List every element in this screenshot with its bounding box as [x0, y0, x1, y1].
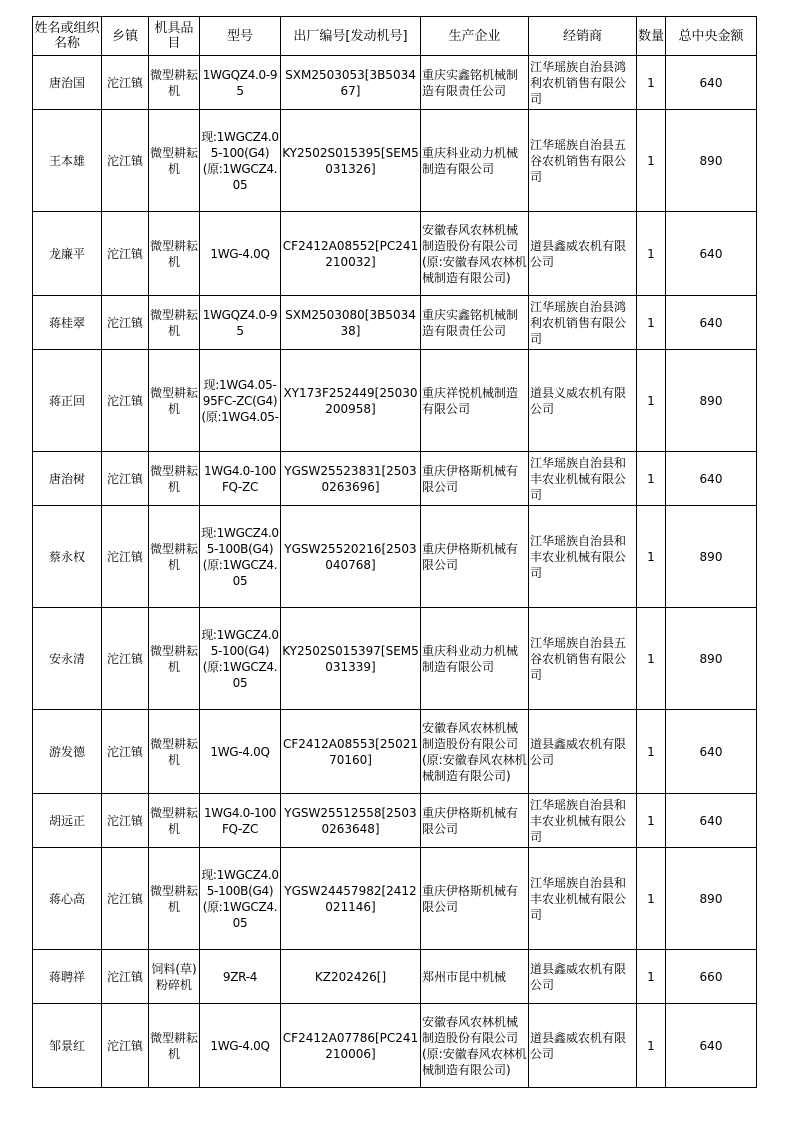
- cell-dealer-text: 道县鑫威农机有限公司: [530, 1030, 627, 1061]
- cell-name-text: 唐治树: [48, 471, 85, 486]
- cell-dealer-text: 江华瑶族自治县和丰农业机械有限公司: [530, 455, 627, 502]
- cell-model-text: 现:1WGCZ4.05-100B(G4)(原:1WGCZ4.05: [201, 867, 279, 930]
- cell-qty-text: 1: [647, 153, 655, 168]
- cell-type: [149, 950, 200, 1004]
- cell-dealer: [529, 212, 637, 296]
- header-row: [33, 17, 757, 56]
- cell-amount: [666, 56, 757, 110]
- cell-serial: [281, 710, 421, 794]
- cell-dealer-text: 道县义威农机有限公司: [530, 385, 627, 416]
- cell-maker: [421, 296, 529, 350]
- cell-model-text: 1WG4.0-100FQ-ZC: [203, 805, 277, 836]
- table-row: [33, 506, 757, 608]
- cell-type-text: 微型耕耘机: [150, 67, 198, 98]
- cell-model-text: 现:1WG4.05-95FC-ZC(G4)(原:1WG4.05-: [201, 377, 279, 424]
- cell-model: [200, 794, 281, 848]
- cell-town: [102, 608, 149, 710]
- cell-name-text: 游发德: [48, 744, 85, 759]
- cell-qty-text: 1: [647, 651, 655, 666]
- cell-maker: [421, 608, 529, 710]
- cell-qty: [637, 506, 666, 608]
- cell-amount-text: 890: [699, 891, 723, 906]
- cell-model-text: 1WG-4.0Q: [210, 246, 270, 261]
- cell-serial: [281, 56, 421, 110]
- table-row: [33, 710, 757, 794]
- cell-amount: [666, 950, 757, 1004]
- cell-name: [33, 848, 102, 950]
- cell-amount: [666, 506, 757, 608]
- cell-serial-text: YGSW25520216[2503040768]: [284, 541, 417, 572]
- cell-qty-text: 1: [647, 1038, 655, 1053]
- cell-serial-text: SXM2503080[3B503438]: [285, 307, 416, 338]
- cell-dealer: [529, 110, 637, 212]
- cell-type-text: 微型耕耘机: [150, 385, 198, 416]
- cell-model-text: 1WG-4.0Q: [210, 744, 270, 759]
- cell-serial: [281, 794, 421, 848]
- cell-qty-text: 1: [647, 969, 655, 984]
- header-amount: 总中央金额: [666, 17, 757, 56]
- cell-maker-text: 安徽春风农林机械制造股份有限公司(原:安徽春风农林机械制造有限公司): [422, 222, 527, 285]
- cell-name: [33, 710, 102, 794]
- cell-type: [149, 110, 200, 212]
- header-type: 机具品目: [149, 17, 200, 56]
- cell-type: [149, 608, 200, 710]
- cell-serial-text: KY2502S015395[SEM5031326]: [282, 145, 419, 176]
- cell-dealer: [529, 950, 637, 1004]
- cell-town-text: 沱江镇: [106, 651, 143, 666]
- cell-model-text: 1WG-4.0Q: [210, 1038, 270, 1053]
- cell-maker: [421, 506, 529, 608]
- cell-name: [33, 212, 102, 296]
- cell-model-text: 现:1WGCZ4.05-100B(G4)(原:1WGCZ4.05: [201, 525, 279, 588]
- header-serial: 出厂编号[发动机号]: [281, 17, 421, 56]
- cell-name-text: 龙廉平: [48, 246, 85, 261]
- cell-name: [33, 350, 102, 452]
- table-row: [33, 794, 757, 848]
- cell-town-text: 沱江镇: [106, 153, 143, 168]
- cell-town: [102, 506, 149, 608]
- table-row: [33, 110, 757, 212]
- cell-name-text: 蒋聘祥: [48, 969, 85, 984]
- cell-serial-text: CF2412A08552[PC241210032]: [282, 238, 419, 269]
- cell-model: [200, 350, 281, 452]
- cell-model: [200, 506, 281, 608]
- cell-name: [33, 296, 102, 350]
- cell-town-text: 沱江镇: [106, 744, 143, 759]
- cell-qty: [637, 794, 666, 848]
- cell-qty: [637, 350, 666, 452]
- cell-model: [200, 110, 281, 212]
- cell-amount-text: 640: [699, 471, 723, 486]
- cell-town-text: 沱江镇: [106, 471, 143, 486]
- cell-qty: [637, 1004, 666, 1088]
- cell-maker: [421, 950, 529, 1004]
- cell-qty-text: 1: [647, 393, 655, 408]
- cell-type-text: 微型耕耘机: [150, 805, 198, 836]
- cell-name: [33, 950, 102, 1004]
- cell-model-text: 1WGQZ4.0-95: [202, 67, 278, 98]
- cell-model-text: 1WG4.0-100FQ-ZC: [203, 463, 277, 494]
- cell-type: [149, 452, 200, 506]
- cell-qty-text: 1: [647, 315, 655, 330]
- cell-town: [102, 212, 149, 296]
- cell-maker: [421, 1004, 529, 1088]
- cell-town: [102, 1004, 149, 1088]
- cell-name-text: 王本雄: [48, 153, 85, 168]
- header-qty: 数量: [637, 17, 666, 56]
- cell-town: [102, 296, 149, 350]
- cell-qty: [637, 608, 666, 710]
- cell-model: [200, 212, 281, 296]
- cell-type-text: 微型耕耘机: [150, 145, 198, 176]
- cell-town-text: 沱江镇: [106, 1038, 143, 1053]
- cell-town-text: 沱江镇: [106, 813, 143, 828]
- cell-amount-text: 640: [699, 315, 723, 330]
- cell-amount: [666, 110, 757, 212]
- cell-serial-text: YGSW25523831[25030263696]: [284, 463, 417, 494]
- cell-model: [200, 950, 281, 1004]
- header-model: 型号: [200, 17, 281, 56]
- cell-qty-text: 1: [647, 891, 655, 906]
- cell-type-text: 饲料(草)粉碎机: [151, 961, 197, 992]
- cell-type: [149, 1004, 200, 1088]
- cell-serial-text: CF2412A07786[PC241210006]: [282, 1030, 419, 1061]
- cell-type-text: 微型耕耘机: [150, 463, 198, 494]
- cell-amount-text: 890: [699, 651, 723, 666]
- cell-type: [149, 848, 200, 950]
- cell-amount-text: 640: [699, 75, 723, 90]
- cell-maker-text: 重庆伊格斯机械有限公司: [422, 463, 519, 494]
- cell-name: [33, 110, 102, 212]
- cell-name-text: 胡远正: [48, 813, 85, 828]
- cell-serial-text: CF2412A08553[2502170160]: [282, 736, 419, 767]
- cell-maker: [421, 710, 529, 794]
- cell-maker: [421, 848, 529, 950]
- cell-town-text: 沱江镇: [106, 969, 143, 984]
- cell-model: [200, 452, 281, 506]
- cell-dealer-text: 江华瑶族自治县和丰农业机械有限公司: [530, 875, 627, 922]
- cell-type: [149, 794, 200, 848]
- cell-amount-text: 890: [699, 549, 723, 564]
- cell-model: [200, 848, 281, 950]
- cell-town: [102, 794, 149, 848]
- cell-town-text: 沱江镇: [106, 393, 143, 408]
- header-dealer: 经销商: [529, 17, 637, 56]
- cell-amount: [666, 1004, 757, 1088]
- cell-dealer-text: 江华瑶族自治县鸿利农机销售有限公司: [530, 299, 627, 346]
- cell-maker-text: 安徽春风农林机械制造股份有限公司(原:安徽春风农林机械制造有限公司): [422, 1014, 527, 1077]
- cell-town: [102, 452, 149, 506]
- cell-name: [33, 608, 102, 710]
- cell-town: [102, 848, 149, 950]
- table-row: [33, 350, 757, 452]
- cell-type: [149, 710, 200, 794]
- cell-amount: [666, 710, 757, 794]
- cell-qty: [637, 950, 666, 1004]
- table-row: [33, 848, 757, 950]
- cell-name-text: 蒋心高: [48, 891, 85, 906]
- header-town: 乡镇: [102, 17, 149, 56]
- cell-name: [33, 56, 102, 110]
- cell-amount-text: 640: [699, 744, 723, 759]
- table-body: [33, 56, 757, 1088]
- cell-model-text: 1WGQZ4.0-95: [202, 307, 278, 338]
- cell-amount: [666, 452, 757, 506]
- cell-maker-text: 安徽春风农林机械制造股份有限公司(原:安徽春风农林机械制造有限公司): [422, 720, 527, 783]
- cell-dealer-text: 道县鑫威农机有限公司: [530, 961, 627, 992]
- cell-qty: [637, 296, 666, 350]
- table-row: [33, 452, 757, 506]
- cell-dealer-text: 道县鑫威农机有限公司: [530, 238, 627, 269]
- cell-qty: [637, 848, 666, 950]
- cell-name-text: 安永清: [48, 651, 85, 666]
- cell-amount-text: 640: [699, 813, 723, 828]
- cell-amount: [666, 848, 757, 950]
- cell-qty-text: 1: [647, 75, 655, 90]
- cell-dealer-text: 江华瑶族自治县鸿利农机销售有限公司: [530, 59, 627, 106]
- cell-type-text: 微型耕耘机: [150, 736, 198, 767]
- cell-amount-text: 890: [699, 153, 723, 168]
- header-name: 姓名或组织名称: [33, 17, 102, 56]
- cell-dealer: [529, 848, 637, 950]
- cell-town-text: 沱江镇: [106, 315, 143, 330]
- cell-maker-text: 重庆祥悦机械制造有限公司: [422, 385, 519, 416]
- cell-model: [200, 608, 281, 710]
- cell-name-text: 唐治国: [48, 75, 85, 90]
- table-row: [33, 608, 757, 710]
- cell-qty-text: 1: [647, 246, 655, 261]
- cell-model: [200, 296, 281, 350]
- cell-type-text: 微型耕耘机: [150, 541, 198, 572]
- cell-town-text: 沱江镇: [106, 891, 143, 906]
- cell-maker: [421, 56, 529, 110]
- cell-type: [149, 56, 200, 110]
- table-row: [33, 950, 757, 1004]
- cell-serial: [281, 950, 421, 1004]
- cell-type: [149, 296, 200, 350]
- cell-model: [200, 56, 281, 110]
- cell-dealer: [529, 794, 637, 848]
- cell-dealer-text: 江华瑶族自治县五谷农机销售有限公司: [530, 137, 627, 184]
- cell-serial: [281, 848, 421, 950]
- header-maker: 生产企业: [421, 17, 529, 56]
- cell-dealer: [529, 506, 637, 608]
- cell-qty: [637, 212, 666, 296]
- cell-amount-text: 640: [699, 1038, 723, 1053]
- cell-town: [102, 950, 149, 1004]
- cell-town-text: 沱江镇: [106, 75, 143, 90]
- cell-amount: [666, 608, 757, 710]
- cell-maker-text: 重庆伊格斯机械有限公司: [422, 805, 519, 836]
- cell-serial-text: YGSW25512558[25030263648]: [284, 805, 417, 836]
- cell-dealer: [529, 56, 637, 110]
- cell-type-text: 微型耕耘机: [150, 307, 198, 338]
- cell-maker-text: 郑州市昆中机械: [422, 969, 507, 984]
- cell-dealer-text: 江华瑶族自治县和丰农业机械有限公司: [530, 533, 627, 580]
- cell-town: [102, 350, 149, 452]
- cell-serial-text: XY173F252449[25030200958]: [283, 385, 418, 416]
- cell-qty: [637, 110, 666, 212]
- cell-amount: [666, 296, 757, 350]
- cell-town-text: 沱江镇: [106, 246, 143, 261]
- cell-model: [200, 710, 281, 794]
- cell-maker: [421, 110, 529, 212]
- cell-type-text: 微型耕耘机: [150, 1030, 198, 1061]
- cell-model-text: 现:1WGCZ4.05-100(G4)(原:1WGCZ4.05: [201, 627, 279, 690]
- cell-serial-text: KZ202426[]: [314, 969, 387, 984]
- cell-serial: [281, 110, 421, 212]
- subsidy-table: [32, 16, 757, 1088]
- cell-maker: [421, 452, 529, 506]
- cell-name: [33, 506, 102, 608]
- cell-model: [200, 1004, 281, 1088]
- cell-qty: [637, 56, 666, 110]
- cell-serial: [281, 296, 421, 350]
- cell-serial: [281, 1004, 421, 1088]
- cell-serial: [281, 608, 421, 710]
- cell-serial-text: KY2502S015397[SEM5031339]: [282, 643, 419, 674]
- cell-dealer: [529, 710, 637, 794]
- cell-dealer: [529, 350, 637, 452]
- cell-model-text: 现:1WGCZ4.05-100(G4)(原:1WGCZ4.05: [201, 129, 279, 192]
- cell-dealer-text: 道县鑫威农机有限公司: [530, 736, 627, 767]
- cell-amount: [666, 794, 757, 848]
- cell-maker-text: 重庆科业动力机械制造有限公司: [422, 145, 519, 176]
- cell-qty-text: 1: [647, 549, 655, 564]
- cell-type: [149, 212, 200, 296]
- cell-serial: [281, 212, 421, 296]
- cell-name-text: 蒋桂翠: [48, 315, 85, 330]
- cell-name-text: 蒋正回: [48, 393, 85, 408]
- cell-qty: [637, 452, 666, 506]
- cell-amount-text: 640: [699, 246, 723, 261]
- table-row: [33, 296, 757, 350]
- cell-qty: [637, 710, 666, 794]
- cell-maker-text: 重庆伊格斯机械有限公司: [422, 883, 519, 914]
- cell-town: [102, 56, 149, 110]
- cell-maker-text: 重庆实鑫铭机械制造有限责任公司: [422, 67, 519, 98]
- cell-serial: [281, 350, 421, 452]
- cell-serial-text: SXM2503053[3B503467]: [285, 67, 416, 98]
- cell-maker: [421, 212, 529, 296]
- cell-dealer: [529, 452, 637, 506]
- cell-name-text: 蔡永权: [48, 549, 85, 564]
- table-row: [33, 212, 757, 296]
- cell-amount: [666, 212, 757, 296]
- cell-name-text: 邹景红: [48, 1038, 85, 1053]
- cell-maker-text: 重庆实鑫铭机械制造有限责任公司: [422, 307, 519, 338]
- cell-maker: [421, 350, 529, 452]
- cell-serial: [281, 506, 421, 608]
- cell-town-text: 沱江镇: [106, 549, 143, 564]
- cell-dealer-text: 江华瑶族自治县五谷农机销售有限公司: [530, 635, 627, 682]
- cell-name: [33, 794, 102, 848]
- cell-type: [149, 350, 200, 452]
- cell-amount-text: 890: [699, 393, 723, 408]
- cell-type-text: 微型耕耘机: [150, 238, 198, 269]
- cell-dealer: [529, 296, 637, 350]
- cell-serial-text: YGSW24457982[2412021146]: [284, 883, 417, 914]
- cell-maker-text: 重庆科业动力机械制造有限公司: [422, 643, 519, 674]
- cell-name: [33, 1004, 102, 1088]
- cell-type-text: 微型耕耘机: [150, 883, 198, 914]
- cell-type-text: 微型耕耘机: [150, 643, 198, 674]
- cell-maker-text: 重庆伊格斯机械有限公司: [422, 541, 519, 572]
- cell-amount: [666, 350, 757, 452]
- cell-name: [33, 452, 102, 506]
- cell-qty-text: 1: [647, 813, 655, 828]
- cell-type: [149, 506, 200, 608]
- cell-dealer-text: 江华瑶族自治县和丰农业机械有限公司: [530, 797, 627, 844]
- cell-model-text: 9ZR-4: [222, 969, 258, 984]
- cell-maker: [421, 794, 529, 848]
- cell-amount-text: 660: [699, 969, 723, 984]
- cell-town: [102, 710, 149, 794]
- table-row: [33, 1004, 757, 1088]
- cell-dealer: [529, 1004, 637, 1088]
- table-row: [33, 56, 757, 110]
- cell-qty-text: 1: [647, 471, 655, 486]
- cell-dealer: [529, 608, 637, 710]
- cell-serial: [281, 452, 421, 506]
- cell-town: [102, 110, 149, 212]
- cell-qty-text: 1: [647, 744, 655, 759]
